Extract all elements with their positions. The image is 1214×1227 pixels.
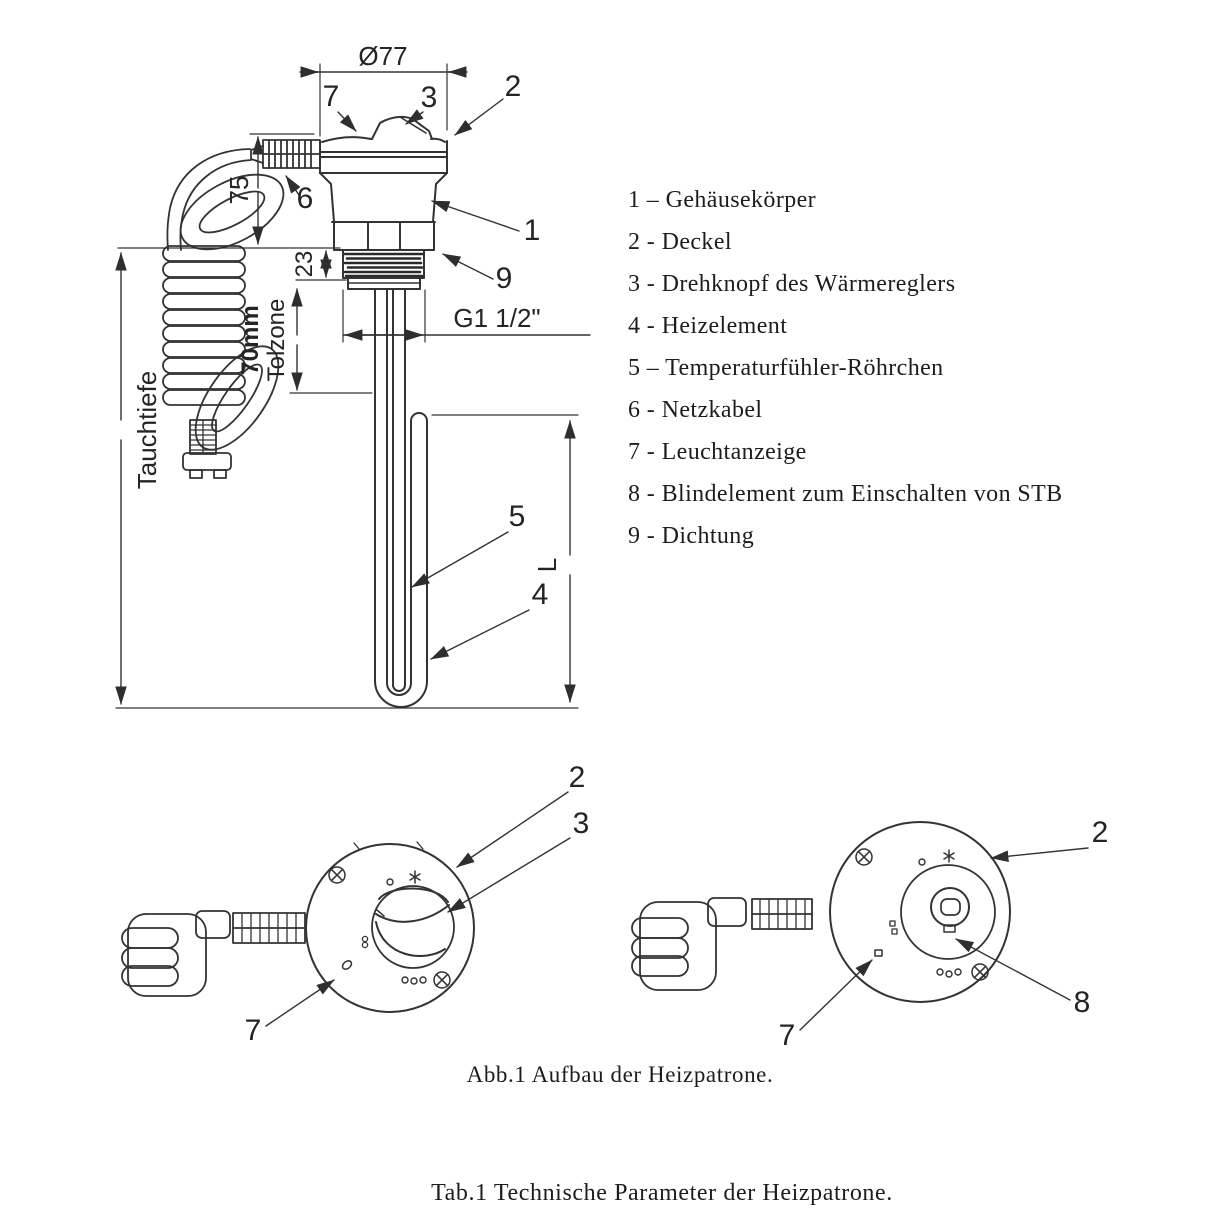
- legend-item-3: 3 - Drehknopf des Wärmereglers: [628, 271, 956, 297]
- callout-2: 2: [504, 70, 522, 103]
- legend-item-5: 5 – Temperaturfühler-Röhrchen: [628, 355, 944, 381]
- dim-deadzone-value-label: 70mm: [237, 305, 264, 375]
- callout-8: 8: [1073, 986, 1091, 1019]
- callout-7: 7: [244, 1014, 262, 1047]
- vent-hole: [387, 879, 393, 885]
- main-side-view: [116, 64, 590, 708]
- stb-blind-element: [931, 888, 969, 932]
- thread-collar: [343, 250, 424, 289]
- screw-icon: [329, 867, 345, 883]
- callout-2: 2: [568, 761, 586, 794]
- small-mark: [892, 929, 897, 934]
- parts-legend: [628, 179, 1063, 557]
- callout-7: 7: [778, 1019, 796, 1052]
- indicator-lamp: [875, 950, 882, 956]
- bottom-view-with-blind-element: [632, 822, 1088, 1030]
- power-plug-icon: [122, 911, 230, 996]
- legend-item-9: 9 - Dichtung: [628, 523, 755, 549]
- callout-9: 9: [495, 262, 513, 295]
- callout-4: 4: [531, 578, 549, 611]
- legend-item-8: 8 - Blindelement zum Einschalten von STB: [628, 481, 1063, 507]
- dots-row: [402, 977, 426, 984]
- small-mark: [362, 942, 367, 947]
- thermostat-knob-side: [372, 117, 432, 139]
- dots-row: [937, 969, 961, 977]
- callout-1: 1: [523, 214, 541, 247]
- callout-leaders: [286, 99, 529, 659]
- legend-item-2: 2 - Deckel: [628, 229, 732, 255]
- callout-7: 7: [322, 80, 340, 113]
- dim-element-length-label: L: [532, 557, 562, 573]
- bottom-view-with-knob: [122, 792, 570, 1026]
- housing-head: [320, 137, 447, 250]
- callout-leaders: [266, 792, 570, 1026]
- legend-item-6: 6 - Netzkabel: [628, 397, 763, 423]
- small-mark: [362, 936, 367, 941]
- star-mark-icon: [410, 871, 420, 883]
- dim-cable-height-label: 75: [224, 175, 254, 205]
- callout-5: 5: [508, 500, 526, 533]
- cable-strain-relief: [251, 140, 320, 168]
- legend-item-4: 4 - Heizelement: [628, 313, 788, 339]
- legend-item-1: 1 – Gehäusekörper: [628, 187, 817, 213]
- dim-thread-size-label: G1 1/2": [453, 303, 541, 333]
- cable-strain-relief: [752, 899, 812, 929]
- indicator-lamp: [341, 959, 353, 971]
- small-mark: [890, 921, 895, 926]
- knob-top-view: [376, 888, 449, 956]
- cable-strain-relief: [233, 913, 305, 943]
- star-mark-icon: [944, 850, 954, 862]
- table-caption: Tab.1 Technische Parameter der Heizpatrone.: [431, 1180, 893, 1206]
- cable-coil: [163, 246, 245, 405]
- callout-3: 3: [572, 807, 590, 840]
- dimension-lines: [116, 64, 590, 708]
- figure-caption: Abb.1 Aufbau der Heizpatrone.: [466, 1062, 774, 1087]
- power-plug-icon: [632, 898, 746, 990]
- screw-icon: [856, 849, 872, 865]
- heating-tube-and-sensor: [375, 289, 427, 707]
- callout-leaders: [800, 848, 1088, 1030]
- screw-icon: [972, 964, 988, 980]
- recess-circle: [901, 865, 995, 959]
- dim-thread-height-label: 23: [291, 250, 318, 278]
- screw-icon: [434, 972, 450, 988]
- dim-deadzone-name-label: Tolzone: [263, 298, 290, 382]
- legend-item-7: 7 - Leuchtanzeige: [628, 439, 807, 465]
- dim-diameter-label: Ø77: [358, 41, 408, 71]
- dim-immersion-depth-label: Tauchtiefe: [132, 370, 162, 490]
- vent-hole: [919, 859, 925, 865]
- callout-2: 2: [1091, 816, 1109, 849]
- callout-6: 6: [296, 182, 314, 215]
- callout-3: 3: [420, 81, 438, 114]
